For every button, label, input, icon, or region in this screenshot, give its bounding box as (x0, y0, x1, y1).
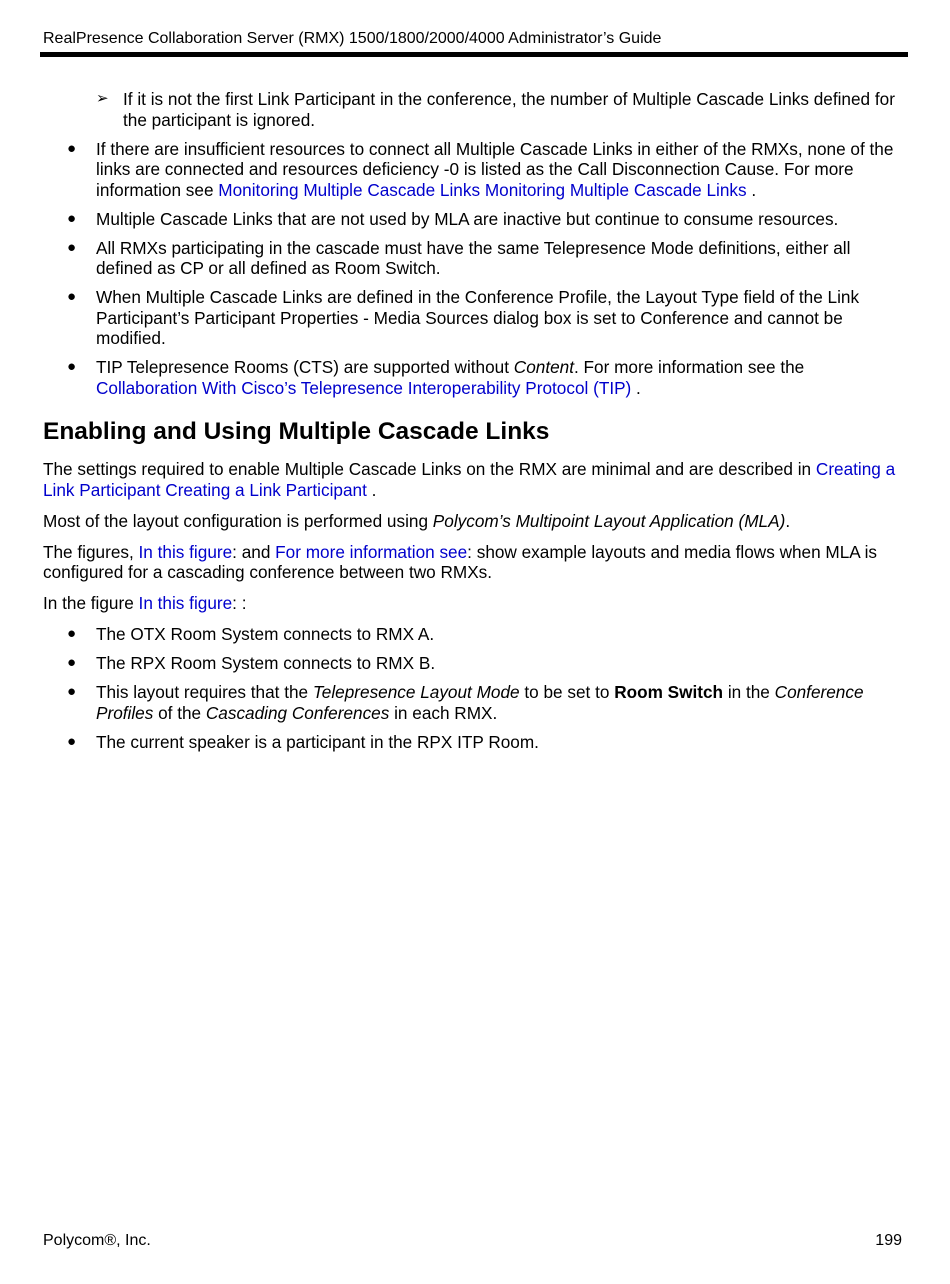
paragraph-text: : and (232, 541, 276, 562)
section-heading: Enabling and Using Multiple Cascade Links (43, 418, 550, 445)
page-header-title: RealPresence Collaboration Server (RMX) 1500/1800/2000/4000 Administrator’s Guide (43, 30, 662, 47)
bullet-item (43, 287, 905, 349)
creating-link-participant-link[interactable]: Creating a Link Participant Creating a Link Participant (43, 459, 896, 500)
bullet-text: If there are insufficient resources to connect all Multiple Cascade Links in either of the RMXs, none of the links are connected and resources deficiency -0 is listed as the Call Disconnection Cause. For more information see (96, 138, 894, 200)
paragraph-text: : : (232, 593, 247, 613)
bullet-text: When Multiple Cascade Links are defined in the Conference Profile, the Layout Type field of the Link Participant’s Participant Properties - Media Sources dialog box is set to Conference and cannot be modified. (96, 287, 860, 348)
bullet-text: in each RMX. (389, 702, 498, 723)
paragraph (43, 593, 905, 614)
bullet-text: . For more information see the (574, 357, 805, 377)
paragraph-text: : show example layouts and media flows when MLA is configured for a cascading conference between two RMXs. (43, 541, 878, 582)
paragraph-text: The settings required to enable Multiple Cascade Links on the RMX are minimal and are described in (43, 459, 816, 479)
bullet-icon: ● (67, 625, 77, 642)
bullet-text: in the (723, 682, 775, 702)
bullet-text: This layout requires that the (96, 682, 313, 702)
figure-reference-link[interactable]: In this figure (138, 541, 233, 562)
bullet-text: to be set to (519, 682, 615, 702)
bullet-item (43, 653, 905, 674)
bullet-icon: ● (67, 732, 77, 750)
paragraph (43, 542, 905, 583)
bullet-item (43, 624, 905, 645)
header-rule (40, 52, 908, 57)
footer-company: Polycom®, Inc. (43, 1232, 151, 1249)
footer-page-number: 199 (875, 1232, 902, 1249)
page-content (43, 89, 905, 761)
bullet-item (43, 238, 905, 279)
arrow-bullet-icon: ➢ (96, 90, 109, 107)
bullet-item (43, 209, 905, 230)
paragraph (43, 459, 905, 500)
italic-term: Content (513, 357, 574, 377)
bullet-text: of the (153, 702, 206, 723)
more-information-link[interactable]: For more information see (275, 541, 468, 562)
bold-term: Room Switch (614, 682, 724, 702)
paragraph-text: . (366, 479, 377, 500)
italic-term: Telepresence Layout Mode (312, 682, 520, 702)
bullet-icon: ● (67, 683, 77, 700)
bullet-text: . (746, 179, 757, 200)
tip-collaboration-link[interactable]: Collaboration With Cisco’s Telepresence Interoperability Protocol (TIP) (96, 377, 632, 398)
monitoring-cascade-links-link[interactable]: Monitoring Multiple Cascade Links Monitoring Multiple Cascade Links (218, 179, 747, 200)
bullet-icon: ● (67, 358, 77, 375)
italic-term: Cascading Conferences (205, 702, 390, 723)
bullet-icon: ● (67, 238, 77, 256)
bullet-text: Multiple Cascade Links that are not used by MLA are inactive but continue to consume resources. (96, 208, 839, 229)
bullet-item (43, 732, 905, 753)
sub-bullet-text: If it is not the first Link Participant in the conference, the number of Multiple Cascade Links defined for the participant is ignored. (123, 89, 895, 130)
bullet-icon: ● (67, 139, 77, 157)
paragraph-text: The figures, (43, 541, 139, 562)
bullet-item (43, 357, 905, 398)
bullet-item (43, 139, 905, 201)
bullet-text: TIP Telepresence Rooms (CTS) are supported without (96, 357, 514, 377)
italic-term: Polycom’s Multipoint Layout Application (MLA) (432, 510, 786, 531)
bullet-icon: ● (67, 209, 77, 227)
bullet-icon: ● (67, 288, 77, 305)
bullet-text: . (631, 377, 641, 398)
paragraph (43, 511, 905, 532)
paragraph-text: . (785, 510, 791, 531)
bullet-icon: ● (67, 654, 77, 671)
paragraph-text: Most of the layout configuration is performed using (43, 510, 433, 531)
sub-bullet-item (43, 89, 905, 130)
figure-reference-link[interactable]: In this figure (138, 593, 233, 613)
bullet-item (43, 682, 905, 723)
bullet-text: The current speaker is a participant in the RPX ITP Room. (96, 731, 539, 752)
bullet-text: The OTX Room System connects to RMX A. (96, 624, 435, 644)
paragraph-text: In the figure (43, 593, 139, 613)
bullet-text: All RMXs participating in the cascade must have the same Telepresence Mode definitions, either all defined as CP or all defined as Room Switch. (96, 237, 851, 278)
italic-term: Conference Profiles (96, 682, 864, 723)
bullet-text: The RPX Room System connects to RMX B. (96, 653, 436, 673)
